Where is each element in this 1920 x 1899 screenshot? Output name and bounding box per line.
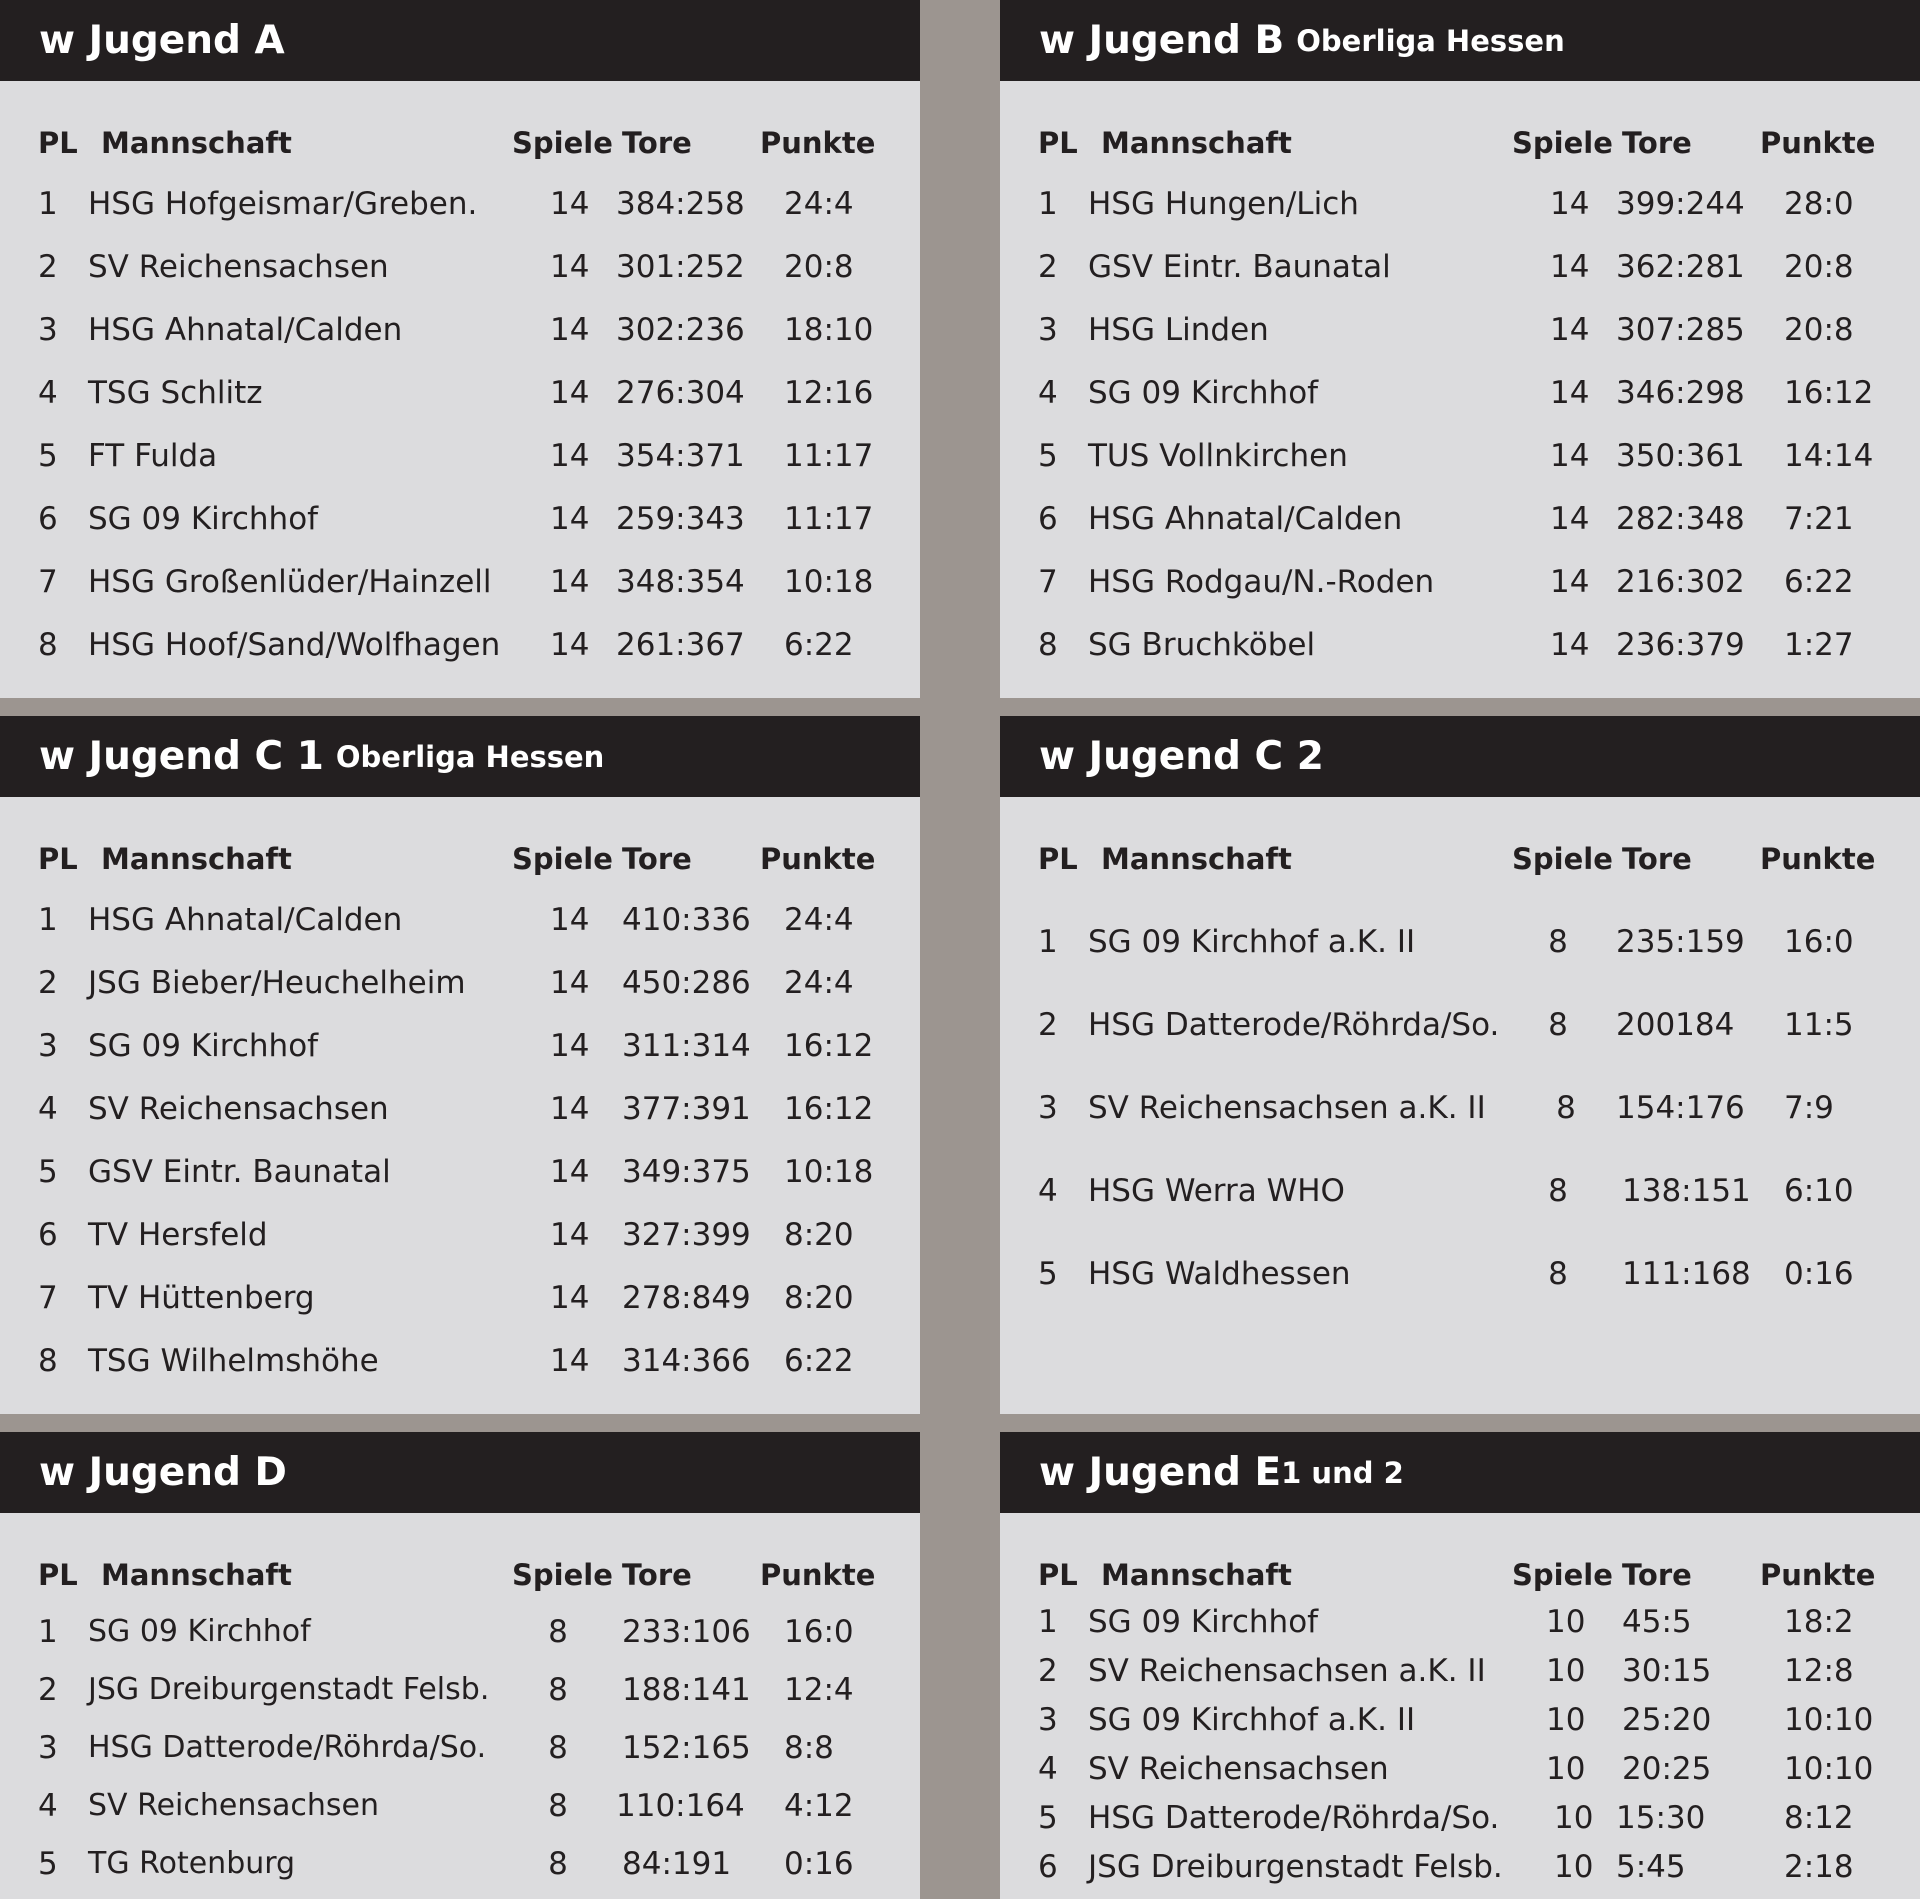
cell-punkte: 6:22 [1784,564,1854,600]
cell-spiele: 14 [550,1217,590,1253]
cell-team: JSG Dreiburgenstadt Felsb. [88,1672,490,1707]
cell-pl: 2 [38,249,58,285]
cell-punkte: 10:10 [1784,1702,1874,1738]
cell-pl: 5 [1038,1800,1058,1836]
cell-tore: 154:176 [1616,1090,1745,1126]
column-header-row [1000,842,1920,882]
col-header-tore: Tore [1622,1558,1692,1592]
cell-punkte: 16:12 [784,1028,874,1064]
panel-title: w Jugend B [1039,18,1285,63]
cell-team: TUS Vollnkirchen [1088,438,1348,474]
table-row [0,186,920,226]
table-panel-w-jugend-c2 [1000,716,1920,1414]
col-header-team: Mannschaft [1101,842,1292,876]
cell-pl: 3 [38,312,58,348]
table-row [0,1343,920,1383]
cell-spiele: 14 [550,501,590,537]
cell-punkte: 11:17 [784,438,874,474]
cell-spiele: 14 [550,1028,590,1064]
cell-pl: 5 [38,438,58,474]
col-header-team: Mannschaft [101,126,292,160]
cell-tore: 450:286 [622,965,751,1001]
cell-punkte: 16:12 [784,1091,874,1127]
cell-spiele: 8 [548,1730,568,1766]
cell-punkte: 6:22 [784,1343,854,1379]
col-header-spiele: Spiele [512,126,613,160]
cell-pl: 1 [1038,1604,1058,1640]
cell-spiele: 8 [1556,1090,1576,1126]
col-header-tore: Tore [1622,126,1692,160]
cell-pl: 1 [38,902,58,938]
cell-pl: 3 [1038,1090,1058,1126]
col-header-punkte: Punkte [760,842,876,876]
cell-team: JSG Dreiburgenstadt Felsb. [1088,1849,1503,1885]
cell-tore: 261:367 [616,627,745,663]
cell-tore: 348:354 [616,564,745,600]
cell-spiele: 10 [1546,1702,1586,1738]
col-header-spiele: Spiele [1512,842,1613,876]
cell-tore: 302:236 [616,312,745,348]
col-header-team: Mannschaft [101,1558,292,1592]
table-row [0,965,920,1005]
cell-pl: 2 [1038,1007,1058,1043]
cell-punkte: 0:16 [1784,1256,1854,1292]
cell-tore: 301:252 [616,249,745,285]
cell-tore: 200184 [1616,1007,1735,1043]
cell-team: HSG Rodgau/N.-Roden [1088,564,1435,600]
cell-punkte: 24:4 [784,965,854,1001]
cell-team: TSG Wilhelmshöhe [88,1343,379,1379]
cell-punkte: 16:0 [1784,924,1854,960]
table-row [1000,1702,1920,1742]
cell-spiele: 14 [550,1343,590,1379]
table-panel-w-jugend-b [1000,0,1920,698]
cell-punkte: 16:12 [1784,375,1874,411]
cell-punkte: 16:0 [784,1614,854,1650]
cell-pl: 4 [38,375,58,411]
col-header-punkte: Punkte [760,126,876,160]
table-row [0,1614,920,1654]
table-panel-w-jugend-c1 [0,716,920,1414]
cell-team: TV Hüttenberg [88,1280,315,1316]
col-header-spiele: Spiele [512,842,613,876]
panel-header [0,0,920,81]
column-header-row [0,842,920,882]
table-row [0,1154,920,1194]
col-header-pl: PL [1038,1558,1078,1592]
col-header-punkte: Punkte [1760,1558,1876,1592]
col-header-pl: PL [38,842,78,876]
col-header-punkte: Punkte [1760,126,1876,160]
cell-team: HSG Ahnatal/Calden [88,312,403,348]
cell-tore: 20:25 [1622,1751,1712,1787]
cell-pl: 2 [38,1672,58,1708]
cell-spiele: 8 [548,1788,568,1824]
cell-team: SG 09 Kirchhof [88,1028,319,1064]
col-header-team: Mannschaft [101,842,292,876]
cell-tore: 138:151 [1622,1173,1751,1209]
cell-team: SV Reichensachsen a.K. II [1088,1090,1486,1126]
panel-header [0,716,920,797]
cell-tore: 349:375 [622,1154,751,1190]
cell-punkte: 8:20 [784,1217,854,1253]
cell-spiele: 14 [550,902,590,938]
table-row [0,627,920,667]
cell-punkte: 8:20 [784,1280,854,1316]
cell-punkte: 10:18 [784,564,874,600]
cell-punkte: 2:18 [1784,1849,1854,1885]
cell-tore: 188:141 [622,1672,751,1708]
table-row [0,564,920,604]
cell-spiele: 14 [550,564,590,600]
cell-tore: 276:304 [616,375,745,411]
cell-tore: 45:5 [1622,1604,1692,1640]
col-header-spiele: Spiele [1512,1558,1613,1592]
cell-pl: 3 [1038,312,1058,348]
cell-punkte: 12:8 [1784,1653,1854,1689]
cell-spiele: 14 [1550,501,1590,537]
cell-punkte: 20:8 [1784,249,1854,285]
cell-team: HSG Ahnatal/Calden [88,902,403,938]
cell-pl: 5 [1038,1256,1058,1292]
cell-punkte: 20:8 [784,249,854,285]
cell-pl: 6 [1038,501,1058,537]
cell-tore: 15:30 [1616,1800,1706,1836]
col-header-pl: PL [1038,126,1078,160]
panel-header [1000,0,1920,81]
cell-team: SG 09 Kirchhof [88,1614,311,1649]
cell-tore: 84:191 [622,1846,732,1882]
cell-team: HSG Datterode/Röhrda/So. [88,1730,487,1765]
cell-spiele: 10 [1546,1604,1586,1640]
cell-punkte: 11:17 [784,501,874,537]
cell-team: FT Fulda [88,438,218,474]
col-header-pl: PL [38,126,78,160]
col-header-punkte: Punkte [1760,842,1876,876]
panel-title: w Jugend E [1039,1450,1282,1495]
cell-pl: 4 [1038,1751,1058,1787]
column-header-row [0,1558,920,1598]
cell-team: HSG Ahnatal/Calden [1088,501,1403,537]
cell-spiele: 14 [550,375,590,411]
cell-tore: 399:244 [1616,186,1745,222]
cell-pl: 4 [1038,1173,1058,1209]
cell-tore: 111:168 [1622,1256,1751,1292]
cell-spiele: 14 [550,249,590,285]
table-row [1000,186,1920,226]
cell-tore: 350:361 [1616,438,1745,474]
cell-pl: 5 [1038,438,1058,474]
col-header-team: Mannschaft [1101,126,1292,160]
table-panel-w-jugend-a [0,0,920,698]
cell-team: TSG Schlitz [88,375,263,411]
cell-punkte: 11:5 [1784,1007,1854,1043]
cell-team: TV Hersfeld [88,1217,268,1253]
cell-tore: 307:285 [1616,312,1745,348]
table-row [0,1028,920,1068]
cell-pl: 1 [1038,186,1058,222]
cell-punkte: 6:22 [784,627,854,663]
cell-pl: 6 [1038,1849,1058,1885]
table-row [1000,1256,1920,1296]
col-header-spiele: Spiele [1512,126,1613,160]
cell-pl: 2 [1038,249,1058,285]
cell-tore: 314:366 [622,1343,751,1379]
table-row [0,375,920,415]
cell-tore: 354:371 [616,438,745,474]
cell-spiele: 14 [1550,375,1590,411]
cell-punkte: 8:12 [1784,1800,1854,1836]
cell-team: HSG Hofgeismar/Greben. [88,186,478,222]
cell-team: GSV Eintr. Baunatal [1088,249,1391,285]
table-row [1000,924,1920,964]
cell-punkte: 0:16 [784,1846,854,1882]
cell-team: HSG Waldhessen [1088,1256,1351,1292]
cell-tore: 30:15 [1622,1653,1712,1689]
cell-punkte: 7:9 [1784,1090,1834,1126]
cell-team: HSG Großenlüder/Hainzell [88,564,492,600]
cell-tore: 152:165 [622,1730,751,1766]
cell-punkte: 10:10 [1784,1751,1874,1787]
cell-punkte: 20:8 [1784,312,1854,348]
table-row [0,312,920,352]
cell-team: SV Reichensachsen [88,249,389,285]
column-header-row [0,126,920,166]
cell-spiele: 14 [1550,186,1590,222]
cell-tore: 235:159 [1616,924,1745,960]
cell-team: JSG Bieber/Heuchelheim [88,965,466,1001]
cell-punkte: 12:4 [784,1672,854,1708]
table-row [0,1091,920,1131]
cell-spiele: 14 [550,1091,590,1127]
panel-title: w Jugend A [39,18,285,63]
cell-punkte: 4:12 [784,1788,854,1824]
cell-spiele: 8 [548,1672,568,1708]
col-header-team: Mannschaft [1101,1558,1292,1592]
cell-tore: 377:391 [622,1091,751,1127]
cell-tore: 410:336 [622,902,751,938]
cell-team: SV Reichensachsen a.K. II [1088,1653,1486,1689]
column-header-row [1000,1558,1920,1598]
table-row [1000,312,1920,352]
col-header-pl: PL [38,1558,78,1592]
cell-pl: 1 [1038,924,1058,960]
cell-pl: 5 [38,1154,58,1190]
cell-team: HSG Linden [1088,312,1269,348]
cell-team: SV Reichensachsen [1088,1751,1389,1787]
cell-spiele: 10 [1554,1800,1594,1836]
table-panel-w-jugend-d [0,1432,920,1899]
table-row [0,902,920,942]
table-row [1000,375,1920,415]
cell-team: SV Reichensachsen [88,1788,379,1823]
table-row [0,249,920,289]
table-panel-w-jugend-e [1000,1432,1920,1899]
cell-tore: 5:45 [1616,1849,1686,1885]
cell-punkte: 18:10 [784,312,874,348]
cell-team: HSG Datterode/Röhrda/So. [1088,1007,1500,1043]
table-row [0,1730,920,1770]
cell-pl: 4 [38,1091,58,1127]
cell-punkte: 18:2 [1784,1604,1854,1640]
cell-team: TG Rotenburg [88,1846,296,1881]
table-row [1000,564,1920,604]
column-header-row [1000,126,1920,166]
table-row [1000,1173,1920,1213]
table-row [0,501,920,541]
cell-tore: 25:20 [1622,1702,1712,1738]
col-header-tore: Tore [622,126,692,160]
cell-team: HSG Hoof/Sand/Wolfhagen [88,627,501,663]
table-row [1000,1849,1920,1889]
cell-tore: 110:164 [616,1788,745,1824]
table-row [0,1217,920,1257]
cell-team: SG 09 Kirchhof [1088,375,1319,411]
table-row [0,1788,920,1828]
cell-team: HSG Werra WHO [1088,1173,1345,1209]
panel-title: w Jugend C 2 [1039,734,1324,779]
cell-punkte: 14:14 [1784,438,1874,474]
cell-punkte: 24:4 [784,902,854,938]
table-row [1000,249,1920,289]
table-row [1000,1653,1920,1693]
cell-spiele: 10 [1546,1653,1586,1689]
cell-punkte: 24:4 [784,186,854,222]
cell-team: SG 09 Kirchhof a.K. II [1088,924,1416,960]
cell-spiele: 14 [550,1154,590,1190]
cell-spiele: 10 [1546,1751,1586,1787]
table-row [1000,1604,1920,1644]
cell-spiele: 14 [1550,564,1590,600]
table-row [0,1672,920,1712]
cell-pl: 4 [1038,375,1058,411]
table-row [1000,1751,1920,1791]
cell-tore: 346:298 [1616,375,1745,411]
col-header-pl: PL [1038,842,1078,876]
cell-tore: 327:399 [622,1217,751,1253]
cell-pl: 7 [1038,564,1058,600]
cell-pl: 5 [38,1846,58,1882]
col-header-tore: Tore [622,1558,692,1592]
table-row [0,1280,920,1320]
col-header-spiele: Spiele [512,1558,613,1592]
table-row [1000,1007,1920,1047]
cell-spiele: 14 [1550,312,1590,348]
cell-spiele: 14 [1550,627,1590,663]
cell-punkte: 28:0 [1784,186,1854,222]
cell-pl: 8 [1038,627,1058,663]
table-row [0,1846,920,1886]
table-row [1000,1090,1920,1130]
cell-pl: 1 [38,186,58,222]
table-row [1000,438,1920,478]
cell-team: HSG Hungen/Lich [1088,186,1359,222]
cell-team: SG Bruchköbel [1088,627,1316,663]
panel-header [0,1432,920,1513]
cell-pl: 2 [1038,1653,1058,1689]
panel-subtitle: Oberliga Hessen [1296,23,1565,58]
cell-punkte: 10:18 [784,1154,874,1190]
cell-team: SG 09 Kirchhof [88,501,319,537]
col-header-tore: Tore [1622,842,1692,876]
panel-subtitle: Oberliga Hessen [335,739,605,774]
cell-spiele: 14 [550,1280,590,1316]
table-row [0,438,920,478]
cell-punkte: 7:21 [1784,501,1854,537]
cell-spiele: 14 [550,186,590,222]
cell-spiele: 8 [1548,1007,1568,1043]
cell-team: SV Reichensachsen [88,1091,389,1127]
cell-pl: 4 [38,1788,58,1824]
panel-title: w Jugend D [39,1450,287,1495]
cell-pl: 1 [38,1614,58,1650]
cell-tore: 311:314 [622,1028,751,1064]
cell-punkte: 1:27 [1784,627,1854,663]
cell-team: GSV Eintr. Baunatal [88,1154,391,1190]
panel-header [1000,716,1920,797]
cell-tore: 236:379 [1616,627,1745,663]
col-header-tore: Tore [622,842,692,876]
cell-spiele: 8 [1548,924,1568,960]
cell-team: HSG Datterode/Röhrda/So. [1088,1800,1500,1836]
cell-spiele: 8 [1548,1173,1568,1209]
cell-spiele: 14 [550,965,590,1001]
panel-header [1000,1432,1920,1513]
cell-pl: 8 [38,627,58,663]
cell-spiele: 14 [1550,249,1590,285]
panel-subtitle: 1 und 2 [1281,1455,1404,1490]
col-header-punkte: Punkte [760,1558,876,1592]
cell-pl: 3 [1038,1702,1058,1738]
table-row [1000,627,1920,667]
cell-pl: 6 [38,1217,58,1253]
table-row [1000,1800,1920,1840]
cell-spiele: 14 [550,627,590,663]
cell-spiele: 14 [550,312,590,348]
cell-pl: 7 [38,1280,58,1316]
cell-pl: 3 [38,1028,58,1064]
cell-spiele: 14 [1550,438,1590,474]
cell-tore: 282:348 [1616,501,1745,537]
cell-spiele: 14 [550,438,590,474]
panel-title: w Jugend C 1 [39,734,324,779]
table-row [1000,501,1920,541]
cell-punkte: 12:16 [784,375,874,411]
cell-pl: 2 [38,965,58,1001]
cell-tore: 233:106 [622,1614,751,1650]
cell-team: SG 09 Kirchhof a.K. II [1088,1702,1416,1738]
cell-punkte: 6:10 [1784,1173,1854,1209]
cell-team: SG 09 Kirchhof [1088,1604,1319,1640]
cell-pl: 7 [38,564,58,600]
cell-tore: 278:849 [622,1280,751,1316]
cell-spiele: 8 [548,1614,568,1650]
cell-spiele: 8 [1548,1256,1568,1292]
cell-tore: 384:258 [616,186,745,222]
cell-pl: 3 [38,1730,58,1766]
cell-pl: 6 [38,501,58,537]
cell-pl: 8 [38,1343,58,1379]
cell-tore: 362:281 [1616,249,1745,285]
cell-spiele: 8 [548,1846,568,1882]
cell-tore: 259:343 [616,501,745,537]
cell-punkte: 8:8 [784,1730,834,1766]
cell-spiele: 10 [1554,1849,1594,1885]
cell-tore: 216:302 [1616,564,1745,600]
